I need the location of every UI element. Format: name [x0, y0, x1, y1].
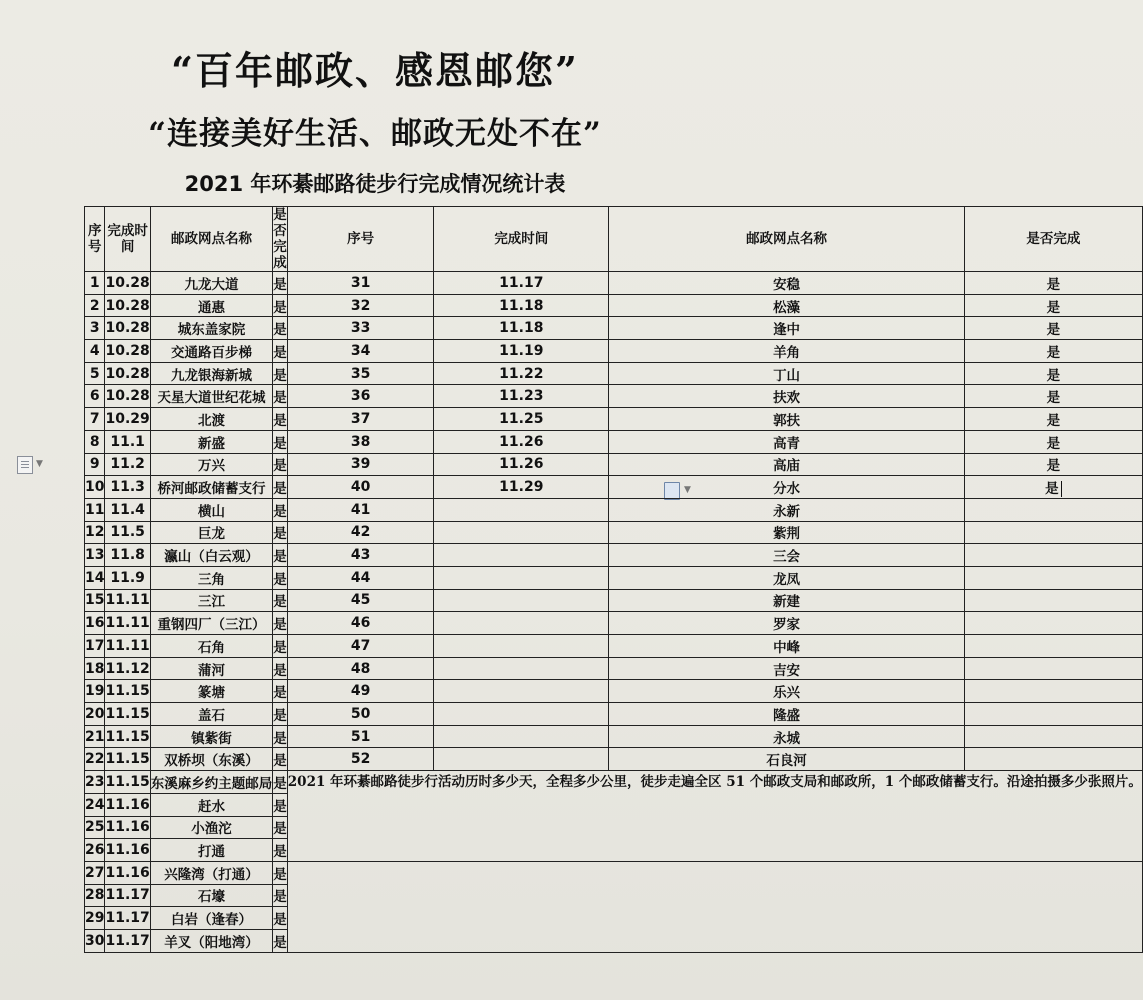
cell-done: 是 — [273, 816, 288, 839]
cell-time — [434, 521, 609, 544]
cell-done: 是 — [273, 771, 288, 794]
cell-name: 九龙大道 — [150, 272, 273, 295]
cell-done: 是 — [273, 453, 288, 476]
cell-time: 11.29 — [434, 476, 609, 499]
cell-done: 是 — [273, 612, 288, 635]
cell-seq: 39 — [287, 453, 434, 476]
cell-name: 瀛山（白云观） — [150, 544, 273, 567]
cell-done-value: 是 — [1046, 367, 1061, 384]
cell-name: 紫荆 — [609, 521, 965, 544]
cell-name: 天星大道世纪花城 — [150, 385, 273, 408]
cell-seq: 31 — [287, 272, 434, 295]
cell-name: 东溪麻乡约主题邮局 — [150, 771, 273, 794]
cell-name: 镇紫街 — [150, 725, 273, 748]
cell-seq: 52 — [287, 748, 434, 771]
cell-done: 是 — [273, 793, 288, 816]
cell-name: 横山 — [150, 498, 273, 521]
cell-seq: 29 — [85, 907, 105, 930]
cell-done — [964, 317, 1142, 340]
cell-seq: 20 — [85, 703, 105, 726]
cell-time: 11.26 — [434, 430, 609, 453]
cell-name: 交通路百步梯 — [150, 340, 273, 363]
cell-seq: 43 — [287, 544, 434, 567]
cell-time: 11.9 — [105, 566, 150, 589]
cell-name: 丁山 — [609, 362, 965, 385]
cell-done-value: 是 — [1046, 322, 1061, 339]
cell-time: 11.4 — [105, 498, 150, 521]
cell-time: 11.23 — [434, 385, 609, 408]
cell-time — [434, 612, 609, 635]
cell-seq: 49 — [287, 680, 434, 703]
cell-seq: 41 — [287, 498, 434, 521]
cell-name: 羊角 — [609, 340, 965, 363]
cell-time — [434, 566, 609, 589]
cell-done: 是 — [273, 476, 288, 499]
cell-seq: 40 — [287, 476, 434, 499]
cell-seq: 3 — [85, 317, 105, 340]
cell-seq: 46 — [287, 612, 434, 635]
cell-done: 是 — [273, 408, 288, 431]
summary-note: 2021 年环綦邮路徒步行活动历时多少天，全程多少公里，徒步走遍全区 51 个邮政支局和邮政所，1 个邮政储蓄支行。沿途拍摄多少张照片。 — [287, 771, 1142, 862]
cell-time: 11.12 — [105, 657, 150, 680]
table-row — [85, 498, 1143, 521]
table-row — [85, 362, 1143, 385]
cell-seq: 44 — [287, 566, 434, 589]
cell-time: 10.28 — [105, 340, 150, 363]
cell-seq: 32 — [287, 294, 434, 317]
cell-name: 分水 — [609, 476, 965, 499]
cell-name: 城东盖家院 — [150, 317, 273, 340]
cell-name: 巨龙 — [150, 521, 273, 544]
cell-time: 11.15 — [105, 680, 150, 703]
cell-name: 打通 — [150, 839, 273, 862]
cell-seq: 12 — [85, 521, 105, 544]
cell-name: 松藻 — [609, 294, 965, 317]
cell-time: 11.8 — [105, 544, 150, 567]
cell-done-value: 是 — [1045, 480, 1059, 497]
cell-done — [964, 657, 1142, 680]
cell-done — [964, 430, 1142, 453]
table-row — [85, 272, 1143, 295]
table-row — [85, 294, 1143, 317]
table-row — [85, 725, 1143, 748]
cell-seq: 16 — [85, 612, 105, 635]
table-row — [85, 430, 1143, 453]
cell-seq: 47 — [287, 635, 434, 658]
cell-done: 是 — [273, 294, 288, 317]
cell-seq: 26 — [85, 839, 105, 862]
cell-time — [434, 657, 609, 680]
cell-done: 是 — [273, 907, 288, 930]
table-title: 2021 年环綦邮路徒步行完成情况统计表 — [184, 172, 566, 196]
cell-name: 永城 — [609, 725, 965, 748]
column-header-seq: 序号 — [85, 207, 105, 272]
cell-done — [964, 521, 1142, 544]
cell-name: 安稳 — [609, 272, 965, 295]
cell-done: 是 — [273, 362, 288, 385]
cell-seq: 19 — [85, 680, 105, 703]
cell-time: 11.5 — [105, 521, 150, 544]
cell-seq: 24 — [85, 793, 105, 816]
cell-time: 11.16 — [105, 816, 150, 839]
cell-seq: 9 — [85, 453, 105, 476]
column-header-done: 是否完成 — [273, 207, 287, 271]
cell-seq: 10 — [85, 476, 105, 499]
cell-time — [434, 635, 609, 658]
cell-seq: 42 — [287, 521, 434, 544]
cell-time: 11.17 — [105, 929, 150, 952]
cell-time — [434, 680, 609, 703]
column-header-done: 是否完成 — [964, 207, 1142, 272]
cell-seq: 14 — [85, 566, 105, 589]
cell-seq: 28 — [85, 884, 105, 907]
cell-done: 是 — [273, 839, 288, 862]
cell-name: 隆盛 — [609, 703, 965, 726]
cell-done-value: 是 — [1046, 276, 1061, 293]
cell-time: 11.17 — [105, 907, 150, 930]
cell-name: 盖石 — [150, 703, 273, 726]
cell-done: 是 — [273, 340, 288, 363]
table-row — [85, 317, 1143, 340]
cell-name: 篆塘 — [150, 680, 273, 703]
cell-time — [434, 589, 609, 612]
cell-name: 北渡 — [150, 408, 273, 431]
cell-time — [434, 703, 609, 726]
cell-time: 11.15 — [105, 748, 150, 771]
cell-time: 11.22 — [434, 362, 609, 385]
cell-name: 三会 — [609, 544, 965, 567]
cell-time: 11.15 — [105, 703, 150, 726]
cell-done-value: 是 — [1046, 412, 1061, 429]
cell-done — [964, 408, 1142, 431]
cell-seq: 18 — [85, 657, 105, 680]
cell-time: 10.28 — [105, 272, 150, 295]
cell-time: 11.25 — [434, 408, 609, 431]
cell-time: 11.16 — [105, 839, 150, 862]
cell-done — [964, 725, 1142, 748]
cell-done — [964, 476, 1142, 499]
cell-time: 11.17 — [105, 884, 150, 907]
table-row — [85, 748, 1143, 771]
cell-seq: 22 — [85, 748, 105, 771]
cell-time — [434, 748, 609, 771]
cell-seq: 34 — [287, 340, 434, 363]
cell-seq: 7 — [85, 408, 105, 431]
column-header-time: 完成时间 — [434, 207, 609, 272]
cell-done: 是 — [273, 680, 288, 703]
cell-done: 是 — [273, 317, 288, 340]
cell-seq: 21 — [85, 725, 105, 748]
cell-seq: 17 — [85, 635, 105, 658]
cell-name: 永新 — [609, 498, 965, 521]
table-row — [85, 612, 1143, 635]
cell-done — [964, 294, 1142, 317]
cell-name: 三江 — [150, 589, 273, 612]
cell-seq: 13 — [85, 544, 105, 567]
column-header-time: 完成时间 — [105, 207, 150, 272]
cell-seq: 5 — [85, 362, 105, 385]
cell-done: 是 — [273, 725, 288, 748]
cell-time: 11.3 — [105, 476, 150, 499]
cell-seq: 30 — [85, 929, 105, 952]
cell-seq: 8 — [85, 430, 105, 453]
cell-done: 是 — [273, 861, 288, 884]
cell-done: 是 — [273, 703, 288, 726]
empty-area — [287, 861, 1142, 952]
cell-done-value: 是 — [1046, 458, 1061, 475]
cell-time: 11.15 — [105, 725, 150, 748]
cell-done: 是 — [273, 635, 288, 658]
table-row — [85, 703, 1143, 726]
cell-time — [434, 544, 609, 567]
table-row — [85, 566, 1143, 589]
cell-seq: 27 — [85, 861, 105, 884]
cell-seq: 50 — [287, 703, 434, 726]
cell-done-value: 是 — [1046, 435, 1061, 452]
cell-seq: 4 — [85, 340, 105, 363]
cell-done — [964, 589, 1142, 612]
cell-done — [964, 635, 1142, 658]
cell-seq: 36 — [287, 385, 434, 408]
cell-name: 三角 — [150, 566, 273, 589]
cell-done — [964, 385, 1142, 408]
cell-name: 石良河 — [609, 748, 965, 771]
cell-time: 10.28 — [105, 362, 150, 385]
cell-done — [964, 453, 1142, 476]
cell-name: 白岩（逢春） — [150, 907, 273, 930]
cell-name: 中峰 — [609, 635, 965, 658]
cell-seq: 2 — [85, 294, 105, 317]
table-row — [85, 589, 1143, 612]
cell-done: 是 — [273, 385, 288, 408]
cell-name: 石壕 — [150, 884, 273, 907]
cell-name: 羊叉（阳地湾） — [150, 929, 273, 952]
cell-done — [964, 703, 1142, 726]
cell-name: 罗家 — [609, 612, 965, 635]
cell-time: 11.18 — [434, 317, 609, 340]
cell-name: 新盛 — [150, 430, 273, 453]
cell-done — [964, 566, 1142, 589]
cell-done — [964, 544, 1142, 567]
cell-done — [964, 272, 1142, 295]
cell-done — [964, 612, 1142, 635]
table-row — [85, 657, 1143, 680]
cell-name: 石角 — [150, 635, 273, 658]
cell-name: 九龙银海新城 — [150, 362, 273, 385]
table-row — [85, 771, 1143, 794]
cell-time — [434, 498, 609, 521]
cell-done: 是 — [273, 748, 288, 771]
cell-name: 逢中 — [609, 317, 965, 340]
table-row — [85, 635, 1143, 658]
cell-name: 赶水 — [150, 793, 273, 816]
table-header-row — [85, 207, 1143, 272]
cell-done: 是 — [273, 521, 288, 544]
cell-name: 桥河邮政储蓄支行 — [150, 476, 273, 499]
table-row — [85, 544, 1143, 567]
cell-time: 10.28 — [105, 294, 150, 317]
cell-time: 11.2 — [105, 453, 150, 476]
cell-name: 万兴 — [150, 453, 273, 476]
cell-done: 是 — [273, 498, 288, 521]
cell-time: 11.26 — [434, 453, 609, 476]
cell-time: 11.16 — [105, 793, 150, 816]
cell-name: 新建 — [609, 589, 965, 612]
cell-time: 10.28 — [105, 317, 150, 340]
slogan-title: “百年邮政、感恩邮您” — [171, 48, 579, 93]
cell-name: 高庙 — [609, 453, 965, 476]
cell-name: 乐兴 — [609, 680, 965, 703]
cell-done: 是 — [273, 566, 288, 589]
document-icon[interactable] — [17, 456, 33, 474]
chevron-down-icon[interactable]: ▼ — [684, 485, 691, 495]
column-header-seq: 序号 — [287, 207, 434, 272]
text-cursor — [1061, 481, 1062, 497]
cell-done — [964, 748, 1142, 771]
table-row — [85, 680, 1143, 703]
cell-done: 是 — [273, 929, 288, 952]
slogan-subtitle: “连接美好生活、邮政无处不在” — [148, 116, 602, 152]
cell-time: 11.15 — [105, 771, 150, 794]
cell-time: 11.11 — [105, 589, 150, 612]
cell-time: 11.19 — [434, 340, 609, 363]
cell-name: 重钢四厂（三江） — [150, 612, 273, 635]
cell-seq: 35 — [287, 362, 434, 385]
cell-seq: 33 — [287, 317, 434, 340]
table-row — [85, 340, 1143, 363]
cell-name: 双桥坝（东溪） — [150, 748, 273, 771]
column-header-name: 邮政网点名称 — [150, 207, 273, 272]
cell-time: 11.1 — [105, 430, 150, 453]
cell-seq: 23 — [85, 771, 105, 794]
chevron-down-icon[interactable]: ▼ — [36, 459, 43, 469]
cell-name: 龙凤 — [609, 566, 965, 589]
cell-seq: 48 — [287, 657, 434, 680]
cell-done: 是 — [273, 544, 288, 567]
cell-seq: 15 — [85, 589, 105, 612]
cell-seq: 25 — [85, 816, 105, 839]
cell-time: 11.16 — [105, 861, 150, 884]
table-row — [85, 453, 1143, 476]
cell-seq: 6 — [85, 385, 105, 408]
cell-time: 11.11 — [105, 635, 150, 658]
cell-seq: 1 — [85, 272, 105, 295]
cell-seq: 51 — [287, 725, 434, 748]
cell-done-value: 是 — [1046, 344, 1061, 361]
statistics-table — [84, 206, 1143, 953]
cell-time: 11.11 — [105, 612, 150, 635]
table-row — [85, 385, 1143, 408]
cell-seq: 45 — [287, 589, 434, 612]
cell-done: 是 — [273, 884, 288, 907]
table-row — [85, 861, 1143, 884]
cell-done-value: 是 — [1046, 299, 1061, 316]
cell-time: 10.28 — [105, 385, 150, 408]
cell-done — [964, 680, 1142, 703]
cell-name: 扶欢 — [609, 385, 965, 408]
cell-done: 是 — [273, 589, 288, 612]
cell-done — [964, 498, 1142, 521]
cell-seq: 37 — [287, 408, 434, 431]
cell-done: 是 — [273, 430, 288, 453]
cell-seq: 11 — [85, 498, 105, 521]
cell-done: 是 — [273, 272, 288, 295]
cell-name: 吉安 — [609, 657, 965, 680]
cell-time — [434, 725, 609, 748]
table-row — [85, 408, 1143, 431]
cell-done-value: 是 — [1046, 390, 1061, 407]
cell-name: 高青 — [609, 430, 965, 453]
cell-time: 10.29 — [105, 408, 150, 431]
cell-seq: 38 — [287, 430, 434, 453]
cell-done — [964, 340, 1142, 363]
cell-name: 郭扶 — [609, 408, 965, 431]
cell-time: 11.17 — [434, 272, 609, 295]
table-row — [85, 476, 1143, 499]
table-row — [85, 521, 1143, 544]
cell-name: 兴隆湾（打通） — [150, 861, 273, 884]
cell-name: 通惠 — [150, 294, 273, 317]
cell-name: 小渔沱 — [150, 816, 273, 839]
cell-name: 蒲河 — [150, 657, 273, 680]
column-header-name: 邮政网点名称 — [609, 207, 965, 272]
cell-done: 是 — [273, 657, 288, 680]
cell-done — [964, 362, 1142, 385]
cell-time: 11.18 — [434, 294, 609, 317]
